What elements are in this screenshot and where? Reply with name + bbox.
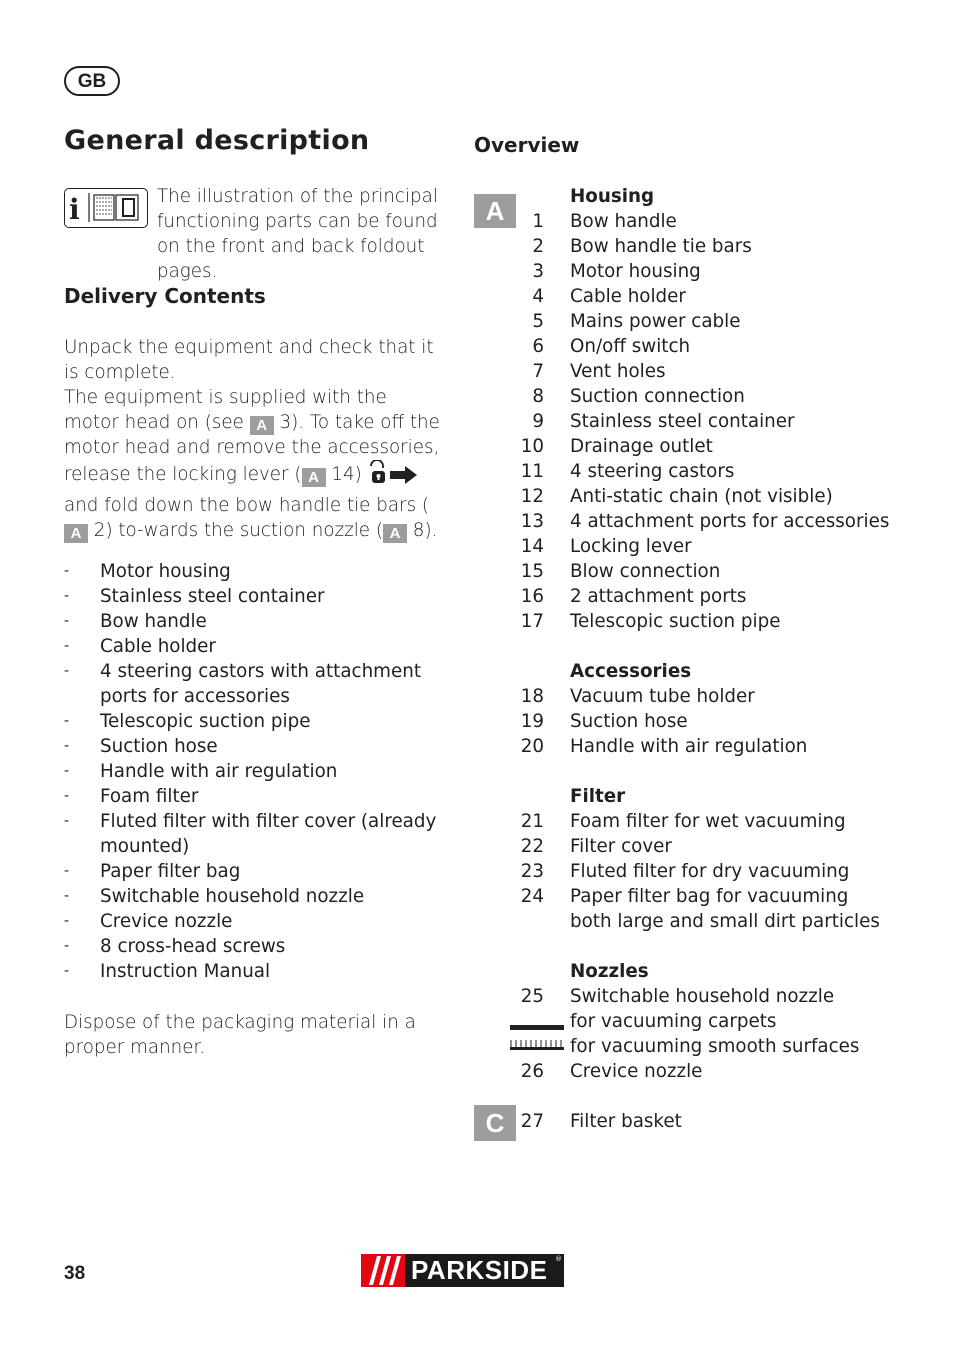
page-number: 38 bbox=[64, 1263, 86, 1284]
item-label: Stainless steel container bbox=[570, 411, 795, 432]
list-item: - Cable holder bbox=[64, 636, 216, 657]
item-number: 24 bbox=[520, 886, 544, 907]
overview-item bbox=[500, 359, 900, 384]
overview-item: 27 Filter basket bbox=[520, 1111, 682, 1132]
page-title: General description bbox=[64, 125, 370, 156]
figure-a-badge: A bbox=[474, 194, 516, 228]
overview-item bbox=[500, 584, 900, 609]
overview-item bbox=[500, 834, 900, 859]
item-number: 4 bbox=[532, 286, 544, 307]
item-number: 17 bbox=[520, 611, 544, 632]
figure-a-badge: A bbox=[383, 524, 407, 543]
accessories-heading: Accessories bbox=[570, 661, 692, 682]
item-label: Anti-static chain (not visible) bbox=[570, 486, 833, 507]
item-number: 10 bbox=[520, 436, 544, 457]
item-label: Blow connection bbox=[570, 561, 721, 582]
overview-item bbox=[500, 384, 900, 409]
supplied-part-4: and fold down the bow handle tie bars ( bbox=[64, 495, 430, 516]
unpack-text: Unpack the equipment and check that it is complete. bbox=[64, 337, 434, 383]
overview-item bbox=[500, 334, 900, 359]
filter-24-continuation: both large and small dirt particles bbox=[570, 911, 880, 932]
item-number: 3 bbox=[532, 261, 544, 282]
item-label: Vent holes bbox=[570, 361, 666, 382]
overview-item bbox=[500, 859, 900, 884]
list-item: - 4 steering castors with attachment ports for accessories bbox=[64, 661, 421, 707]
supplied-part-1: The equipment is supplied with the motor head on (see bbox=[64, 387, 387, 433]
nozzles-heading: Nozzles bbox=[570, 961, 649, 982]
item-number: 7 bbox=[532, 361, 544, 382]
overview-item bbox=[500, 259, 900, 284]
list-item: - Telescopic suction pipe bbox=[64, 711, 311, 732]
item-number: 13 bbox=[520, 511, 544, 532]
item-number: 1 bbox=[532, 211, 544, 232]
figure-a-badge: A bbox=[64, 524, 88, 543]
item-number: 5 bbox=[532, 311, 544, 332]
nozzle-smooth-row: for vacuuming smooth surfaces bbox=[570, 1036, 860, 1057]
svg-text:i: i bbox=[69, 193, 80, 226]
item-number: 12 bbox=[520, 486, 544, 507]
item-label: Bow handle bbox=[570, 211, 677, 232]
item-label: Filter cover bbox=[570, 836, 672, 857]
delivery-contents-list bbox=[64, 559, 444, 984]
logo-registered-mark: ® bbox=[555, 1255, 562, 1263]
overview-item bbox=[500, 734, 900, 759]
item-number: 11 bbox=[520, 461, 544, 482]
item-label: Paper filter bag for vacuuming bbox=[570, 886, 849, 907]
overview-heading: Overview bbox=[474, 133, 580, 157]
item-label: Handle with air regulation bbox=[570, 736, 808, 757]
item-label: Fluted filter for dry vacuuming bbox=[570, 861, 850, 882]
overview-item bbox=[500, 509, 900, 534]
item-label: Motor housing bbox=[570, 261, 701, 282]
parkside-logo bbox=[361, 1254, 564, 1287]
figure-c-badge: C bbox=[474, 1105, 516, 1141]
item-label: Bow handle tie bars bbox=[570, 236, 752, 257]
overview-item bbox=[500, 534, 900, 559]
overview-item bbox=[500, 684, 900, 709]
overview-item bbox=[500, 309, 900, 334]
item-number: 19 bbox=[520, 711, 544, 732]
item-number: 23 bbox=[520, 861, 544, 882]
overview-item: 25 Switchable household nozzle bbox=[520, 986, 835, 1007]
list-item: - Handle with air regulation bbox=[64, 761, 338, 782]
overview-item bbox=[500, 809, 900, 834]
item-label: 2 attachment ports bbox=[570, 586, 747, 607]
overview-item bbox=[500, 884, 900, 909]
overview-item bbox=[500, 459, 900, 484]
item-number: 22 bbox=[520, 836, 544, 857]
item-number: 14 bbox=[520, 536, 544, 557]
list-item: - Paper filter bag bbox=[64, 861, 241, 882]
logo-stripes bbox=[361, 1254, 405, 1287]
item-label: On/off switch bbox=[570, 336, 691, 357]
item-label: Suction hose bbox=[570, 711, 688, 732]
overview-item bbox=[500, 209, 900, 234]
nozzle-carpet-row: for vacuuming carpets bbox=[570, 1011, 777, 1032]
item-label: 4 steering castors bbox=[570, 461, 735, 482]
unlock-arrow-icon bbox=[368, 460, 420, 493]
overview-item bbox=[500, 709, 900, 734]
logo-wordmark: PARKSIDE bbox=[411, 1255, 548, 1285]
overview-item bbox=[500, 609, 900, 634]
item-label: 4 attachment ports for accessories bbox=[570, 511, 890, 532]
item-number: 21 bbox=[520, 811, 544, 832]
overview-item bbox=[500, 234, 900, 259]
list-item: - Crevice nozzle bbox=[64, 911, 233, 932]
list-item: - Suction hose bbox=[64, 736, 218, 757]
overview-item bbox=[500, 559, 900, 584]
item-label: Suction connection bbox=[570, 386, 745, 407]
overview-item: 26 Crevice nozzle bbox=[520, 1061, 703, 1082]
item-number: 6 bbox=[532, 336, 544, 357]
item-label: Foam filter for wet vacuuming bbox=[570, 811, 846, 832]
overview-item bbox=[500, 484, 900, 509]
item-number: 18 bbox=[520, 686, 544, 707]
supplied-part-3: 14) bbox=[325, 464, 368, 485]
item-number: 2 bbox=[532, 236, 544, 257]
item-label: Mains power cable bbox=[570, 311, 741, 332]
overview-item bbox=[500, 409, 900, 434]
overview-item bbox=[500, 284, 900, 309]
figure-a-badge: A bbox=[250, 416, 274, 435]
list-item: - Stainless steel container bbox=[64, 586, 325, 607]
list-item: - Bow handle bbox=[64, 611, 207, 632]
item-number: 20 bbox=[520, 736, 544, 757]
list-item: - Instruction Manual bbox=[64, 961, 271, 982]
supplied-part-2: 3). To take off the motor head and remove the accessories, release the locking lever ( bbox=[64, 412, 440, 485]
item-number: 16 bbox=[520, 586, 544, 607]
info-text: The illustration of the principal functioning parts can be found on the front and back foldout pages. bbox=[157, 186, 438, 282]
item-label: Vacuum tube holder bbox=[570, 686, 755, 707]
item-label: Drainage outlet bbox=[570, 436, 713, 457]
delivery-contents-heading: Delivery Contents bbox=[64, 284, 266, 308]
item-label: Locking lever bbox=[570, 536, 692, 557]
overview-item bbox=[500, 434, 900, 459]
list-item: - Fluted filter with filter cover (already mounted) bbox=[64, 811, 437, 857]
supplied-part-5: 2) to-wards the suction nozzle ( bbox=[88, 520, 383, 541]
language-badge: GB bbox=[64, 66, 120, 96]
list-item: - Switchable household nozzle bbox=[64, 886, 365, 907]
housing-heading: Housing bbox=[570, 186, 655, 207]
list-item: - 8 cross-head screws bbox=[64, 936, 286, 957]
item-number: 9 bbox=[532, 411, 544, 432]
figure-a-badge: A bbox=[302, 468, 326, 487]
info-book-icon bbox=[64, 188, 148, 228]
dispose-text: Dispose of the packaging material in a proper manner. bbox=[64, 1012, 416, 1058]
item-label: Cable holder bbox=[570, 286, 686, 307]
list-item: - Motor housing bbox=[64, 561, 231, 582]
item-number: 8 bbox=[532, 386, 544, 407]
item-label: Telescopic suction pipe bbox=[570, 611, 781, 632]
supplied-part-6: 8). bbox=[407, 520, 438, 541]
filter-heading: Filter bbox=[570, 786, 626, 807]
list-item: - Foam filter bbox=[64, 786, 199, 807]
supplied-text bbox=[64, 385, 440, 543]
item-number: 15 bbox=[520, 561, 544, 582]
